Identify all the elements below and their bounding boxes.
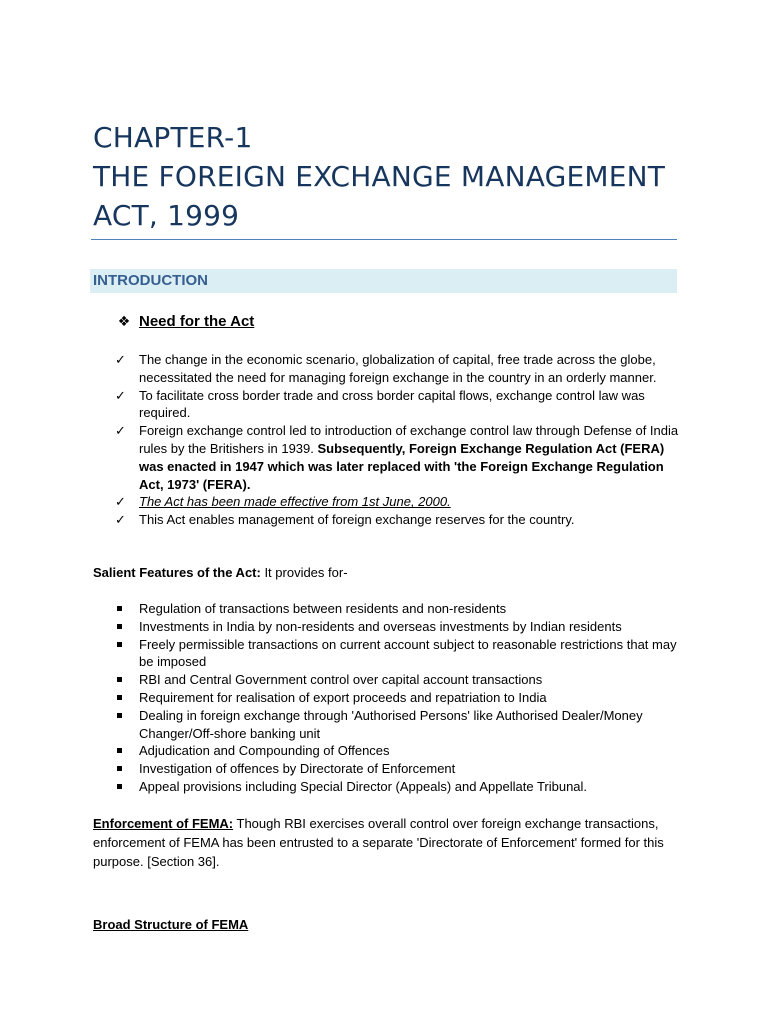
square-bullet-icon — [117, 624, 122, 629]
checklist-item — [115, 351, 680, 387]
feature-item-text: Investments in India by non-residents and overseas investments by Indian residents — [139, 618, 622, 634]
square-bullet-icon — [117, 713, 122, 718]
salient-features-text: It provides for- — [260, 565, 348, 580]
checklist-item-text: The change in the economic scenario, globalization of capital, free trade across the globe, necessitated the need for managing foreign exchange in the country in an orderly manner. — [139, 352, 657, 385]
feature-item-text: Appeal provisions including Special Director (Appeals) and Appellate Tribunal. — [139, 778, 588, 794]
checklist-item — [115, 511, 680, 529]
feature-item-text: Regulation of transactions between residents and non-residents — [139, 601, 507, 616]
feature-item — [115, 707, 685, 743]
feature-item-text: Adjudication and Compounding of Offences — [139, 743, 390, 759]
chapter-title-line-2: ACT, 1999 — [93, 199, 240, 232]
checkmark-icon: ✓ — [115, 512, 126, 528]
square-bullet-icon — [117, 606, 122, 611]
square-bullet-icon — [117, 748, 122, 753]
checklist-item-bold-text: Subsequently, Foreign Exchange Regulation Act (FERA) was enacted in 1947 which was later replaced with 'the Foreign Exchange Regulation Act, 1973' (FERA). — [139, 440, 665, 492]
feature-item — [115, 778, 685, 796]
chapter-number: CHAPTER-1 — [93, 121, 253, 154]
salient-features-label: Salient Features of the Act: — [93, 565, 261, 580]
enforcement-paragraph — [93, 814, 683, 871]
diamond-bullet-icon: ❖ — [117, 313, 131, 329]
feature-item — [115, 689, 685, 707]
checkmark-icon: ✓ — [115, 352, 126, 367]
feature-item — [115, 636, 685, 672]
introduction-heading: INTRODUCTION — [93, 272, 208, 289]
enforcement-label: Enforcement of FEMA: — [93, 816, 234, 831]
need-checklist — [115, 351, 680, 529]
introduction-heading-bar — [90, 269, 677, 293]
feature-item-text: RBI and Central Government control over capital account transactions — [139, 672, 543, 688]
feature-item — [115, 760, 685, 778]
chapter-title-line-1: THE FOREIGN EXCHANGE MANAGEMENT — [93, 160, 666, 193]
chapter-title — [93, 118, 693, 235]
square-bullet-icon — [117, 766, 122, 771]
checklist-item-text: To facilitate cross border trade and cross border capital flows, exchange control law was required. — [139, 387, 645, 421]
checklist-item-text: This Act enables management of foreign exchange reserves for the country. — [139, 512, 575, 528]
feature-item-text: Dealing in foreign exchange through 'Authorised Persons' like Authorised Dealer/Money Changer/Off-shore banking unit — [139, 707, 643, 741]
salient-features-intro — [93, 564, 348, 582]
checklist-item — [115, 493, 680, 511]
checkmark-icon: ✓ — [115, 494, 126, 510]
feature-item-text: Requirement for realisation of export proceeds and repatriation to India — [139, 689, 547, 705]
effective-date-text: The Act has been made effective from 1st June, 2000. — [139, 494, 451, 510]
feature-item — [115, 618, 685, 636]
feature-item-text: Freely permissible transactions on current account subject to reasonable restrictions that may be imposed — [139, 636, 677, 670]
feature-item — [115, 671, 685, 689]
enforcement-text: Though RBI exercises overall control over foreign exchange transactions, enforcement of FEMA has been entrusted to a separate 'Directorate of Enforcement' formed for this purpose. [Section 36]. — [93, 816, 664, 869]
square-bullet-icon — [117, 642, 122, 647]
square-bullet-icon — [117, 677, 122, 682]
checklist-item — [115, 387, 680, 423]
feature-item — [115, 600, 685, 618]
square-bullet-icon — [117, 784, 122, 789]
feature-item — [115, 742, 685, 760]
feature-item-text: Investigation of offences by Directorate of Enforcement — [139, 761, 456, 777]
need-for-act-heading — [116, 311, 254, 332]
title-divider — [91, 239, 677, 240]
features-list — [115, 600, 685, 796]
checkmark-icon: ✓ — [115, 423, 126, 439]
need-for-act-text: Need for the Act — [139, 313, 255, 330]
checklist-item — [115, 422, 680, 493]
square-bullet-icon — [117, 695, 122, 700]
broad-structure-heading: Broad Structure of FEMA — [93, 917, 249, 932]
checkmark-icon: ✓ — [115, 387, 126, 403]
checklist-item-text: Foreign exchange control led to introduction of exchange control law through Defense of India rules by the Britishers in 1939. — [139, 423, 679, 456]
